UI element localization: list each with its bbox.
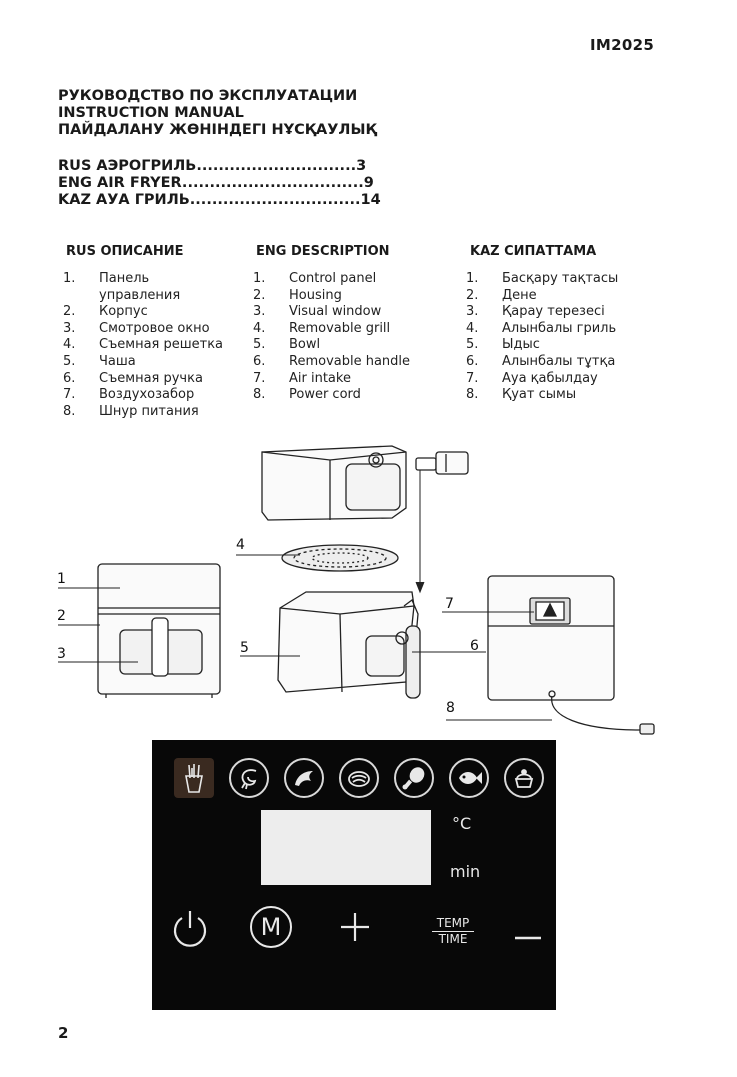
eng-parts-list xyxy=(253,271,410,404)
item-number: 2. xyxy=(466,287,479,303)
list-item xyxy=(63,271,223,288)
toc-entry-kaz[interactable]: KAZ АУА ГРИЛЬ...............................14 xyxy=(58,192,381,208)
callout-2: 2 xyxy=(57,608,66,624)
list-item xyxy=(466,354,618,371)
power-button[interactable] xyxy=(170,908,210,954)
fryer-back-illustration xyxy=(488,576,654,734)
item-label: Removable grill xyxy=(289,320,391,336)
item-label: Воздухозабор xyxy=(99,387,195,403)
toc-entry-eng[interactable]: ENG AIR FRYER.................................9 xyxy=(58,175,374,191)
item-label: Смотровое окно xyxy=(99,320,210,336)
callout-6: 6 xyxy=(470,638,479,654)
list-item xyxy=(253,371,410,388)
item-label: Панель xyxy=(99,271,150,286)
cooking-modes xyxy=(174,758,544,798)
title-rus: РУКОВОДСТВО ПО ЭКСПЛУАТАЦИИ xyxy=(58,88,358,104)
cake-icon[interactable] xyxy=(504,758,544,798)
minus-icon xyxy=(514,935,542,941)
item-number: 6. xyxy=(63,370,76,386)
item-label: Корпус xyxy=(99,304,148,320)
item-number: 1. xyxy=(466,271,479,286)
item-number: 5. xyxy=(63,353,76,369)
shrimp-icon[interactable] xyxy=(229,758,269,798)
item-number: 6. xyxy=(253,353,266,369)
item-label: Чаша xyxy=(99,353,136,369)
item-number: 2. xyxy=(63,304,76,320)
list-item xyxy=(253,387,410,404)
item-label: Съемная решетка xyxy=(99,337,224,353)
item-number: 3. xyxy=(253,304,266,320)
steak-icon[interactable] xyxy=(339,758,379,798)
list-item xyxy=(63,304,223,321)
list-item xyxy=(466,304,618,321)
item-number: 7. xyxy=(63,387,76,403)
item-number: 6. xyxy=(466,353,479,369)
item-label: Шнур питания xyxy=(99,403,199,419)
list-item xyxy=(466,271,618,288)
increase-button[interactable] xyxy=(338,910,372,948)
item-number: 2. xyxy=(253,287,266,303)
air-fryer-exploded-diagram xyxy=(0,430,737,740)
item-label: Control panel xyxy=(289,271,377,286)
list-item xyxy=(63,288,223,305)
callout-8: 8 xyxy=(446,700,455,716)
callout-3: 3 xyxy=(57,646,66,662)
item-number xyxy=(63,288,99,305)
manual-titles xyxy=(58,88,377,139)
item-label: Қарау терезесі xyxy=(502,304,605,320)
kaz-parts-list xyxy=(466,271,618,404)
list-item xyxy=(63,387,223,404)
item-number: 3. xyxy=(466,304,479,320)
list-item xyxy=(63,354,223,371)
list-item xyxy=(253,321,410,338)
item-number: 3. xyxy=(63,320,76,336)
item-number: 1. xyxy=(63,271,76,286)
list-item xyxy=(466,387,618,404)
item-label: Housing xyxy=(289,287,342,303)
list-item xyxy=(63,337,223,354)
list-item xyxy=(253,354,410,371)
item-number: 8. xyxy=(466,387,479,403)
item-number: 8. xyxy=(253,387,266,403)
callout-1: 1 xyxy=(57,571,66,587)
time-label: TIME xyxy=(438,932,468,946)
item-number: 1. xyxy=(253,271,266,286)
temperature-unit: °C xyxy=(452,814,472,833)
list-item xyxy=(253,304,410,321)
temp-time-button[interactable] xyxy=(432,916,474,946)
list-item xyxy=(63,404,223,421)
control-panel xyxy=(152,740,556,1010)
item-label: управления xyxy=(99,287,181,303)
eng-description-heading: ENG DESCRIPTION xyxy=(256,244,390,259)
item-label: Алынбалы тұтқа xyxy=(502,353,616,369)
item-label: Ыдыс xyxy=(502,337,540,353)
toc-entry-rus[interactable]: RUS АЭРОГРИЛЬ.............................3 xyxy=(58,158,367,174)
list-item xyxy=(63,371,223,388)
item-number: 7. xyxy=(253,370,266,386)
list-item xyxy=(466,371,618,388)
grill-illustration xyxy=(282,545,398,571)
item-label: Дене xyxy=(502,287,537,303)
item-label: Power cord xyxy=(289,387,361,403)
rus-description-heading: RUS ОПИСАНИЕ xyxy=(66,244,184,259)
item-number: 4. xyxy=(63,337,76,353)
title-kaz: ПАЙДАЛАНУ ЖӨНІНДЕГІ НҰСҚАУЛЫҚ xyxy=(58,122,377,138)
mode-button-label: M xyxy=(260,913,282,941)
list-item xyxy=(466,288,618,305)
chicken-wing-icon[interactable] xyxy=(284,758,324,798)
temp-label: TEMP xyxy=(432,916,474,932)
kaz-description-heading: KAZ СИПАТТАМА xyxy=(470,244,597,259)
time-unit: min xyxy=(450,862,481,881)
item-label: Air intake xyxy=(289,370,351,386)
title-eng: INSTRUCTION MANUAL xyxy=(58,105,244,121)
plus-icon xyxy=(338,910,372,944)
item-number: 7. xyxy=(466,370,479,386)
item-label: Съемная ручка xyxy=(99,370,203,386)
fries-icon[interactable] xyxy=(174,758,214,798)
page-number: 2 xyxy=(58,1024,69,1042)
callout-4: 4 xyxy=(236,537,245,553)
item-number: 4. xyxy=(253,320,266,336)
power-icon xyxy=(170,908,210,950)
list-item xyxy=(253,271,410,288)
item-label: Removable handle xyxy=(289,353,411,369)
mode-button[interactable] xyxy=(250,906,292,948)
decrease-button[interactable] xyxy=(514,926,542,945)
item-label: Visual window xyxy=(289,304,382,320)
list-item xyxy=(466,321,618,338)
callout-5: 5 xyxy=(240,640,249,656)
item-number: 8. xyxy=(63,403,76,419)
fryer-front-illustration xyxy=(98,564,220,698)
basket-top-illustration xyxy=(262,446,406,520)
handle-illustration xyxy=(416,452,468,474)
rus-parts-list xyxy=(63,271,223,420)
item-label: Алынбалы гриль xyxy=(502,320,617,336)
item-label: Басқару тақтасы xyxy=(502,271,619,286)
drumstick-icon[interactable] xyxy=(394,758,434,798)
list-item xyxy=(63,321,223,338)
item-label: Bowl xyxy=(289,337,321,353)
bowl-illustration xyxy=(278,592,420,698)
item-label: Ауа қабылдау xyxy=(502,370,598,386)
lcd-display xyxy=(261,810,431,885)
list-item xyxy=(253,337,410,354)
item-number: 4. xyxy=(466,320,479,336)
list-item xyxy=(253,288,410,305)
item-label: Қуат сымы xyxy=(502,387,577,403)
item-number: 5. xyxy=(253,337,266,353)
item-number: 5. xyxy=(466,337,479,353)
callout-7: 7 xyxy=(445,596,454,612)
list-item xyxy=(466,337,618,354)
model-number: IM2025 xyxy=(590,36,655,54)
fish-icon[interactable] xyxy=(449,758,489,798)
table-of-contents xyxy=(58,158,381,209)
